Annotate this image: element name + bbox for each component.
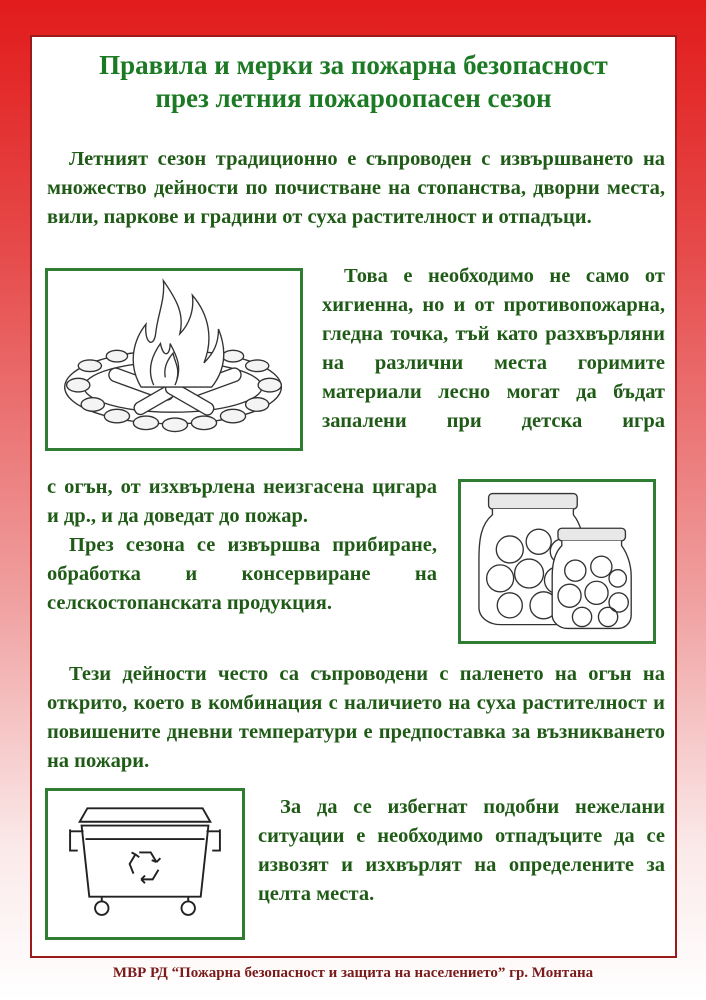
paragraph-fire-prevention: Това е необходимо не само от хигиенна, но и от противопожарна, гледна точка, тъй като разхвърляни на различни места горимите материали лесно могат да бъдат запалени при детска игра: [322, 265, 665, 432]
footer-attribution: МВР РД “Пожарна безопасност и защита на населението” гр. Монтана: [112, 965, 594, 981]
paragraph-fire-prevention-continued: с огън, от изхвърлена неизгасена цигара и др., и да доведат до пожар.: [47, 476, 437, 527]
poster-title: [32, 49, 675, 115]
jars-illustration: [458, 479, 656, 644]
title-line-1: Правила и мерки за пожарна безопасност: [99, 50, 608, 80]
paragraph-intro: Летният сезон традиционно е съпроводен с извършването на множество дейности по почистване на стопанства, дворни места, вили, паркове и градини от суха растителност и отпадъци.: [47, 148, 665, 228]
paragraph-harvest: През сезона се извършва прибиране, обработка и консервиране на селскостопанската продукция.: [47, 534, 437, 614]
waste-container-icon: [48, 791, 242, 937]
campfire-icon: [48, 271, 300, 448]
title-line-2: през летния пожароопасен сезон: [155, 83, 552, 113]
campfire-illustration: [45, 268, 303, 451]
waste-container-illustration: [45, 788, 245, 940]
jars-icon: [461, 482, 653, 641]
paragraph-open-fire: Тези дейности често са съпроводени с паленето на огън на открито, което в комбинация с наличието на суха растителност и повишените дневни температури е предпоставка за възникването на пожари.: [47, 663, 665, 772]
paragraph-disposal: За да се избегнат подобни нежелани ситуации е необходимо отпадъците да се извозят и изхвърлят на определените за целта места.: [258, 796, 665, 905]
